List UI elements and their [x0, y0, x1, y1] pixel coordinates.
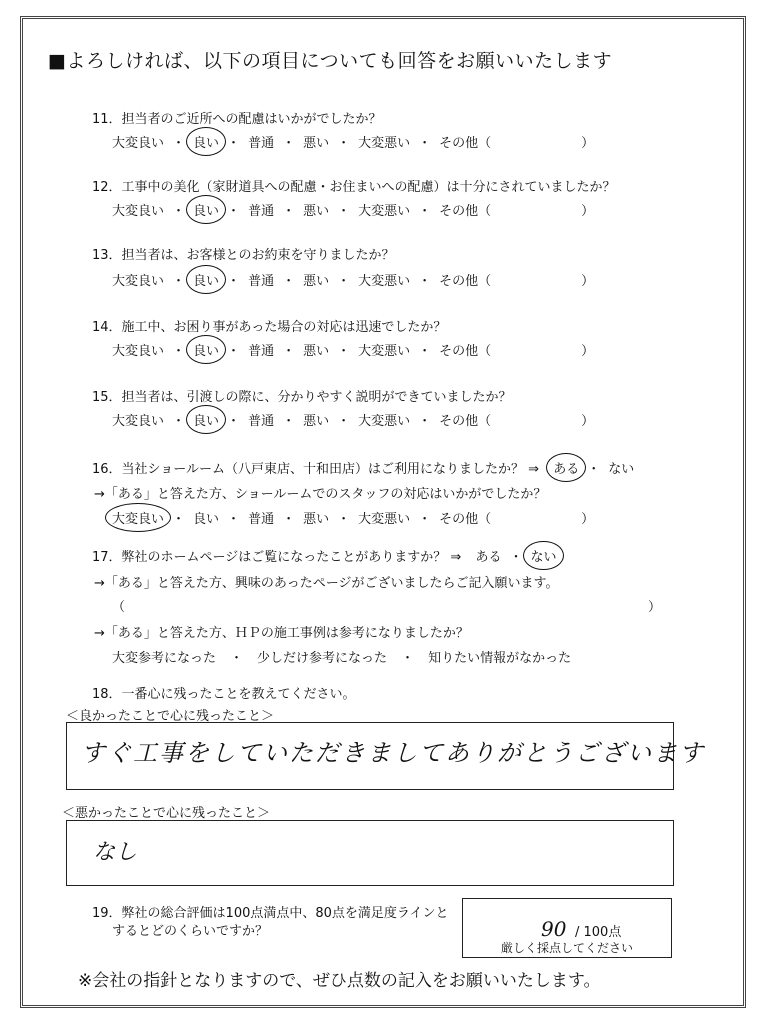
- good-memory-box[interactable]: [66, 722, 705, 790]
- option-bad[interactable]: 悪い: [303, 204, 330, 219]
- option-bad[interactable]: 悪い: [303, 274, 330, 289]
- question-14: 14．施工中、お困り事があった場合の対応は迅速でしたか？: [92, 320, 447, 335]
- option-very-good[interactable]: 大変良い: [112, 204, 165, 219]
- question-13-options: 大変良い ・ 良い ・ 普通 ・ 悪い ・ 大変悪い ・ その他（ ）: [112, 270, 594, 289]
- bad-memory-box[interactable]: [66, 820, 674, 886]
- option-other-close: ）: [581, 204, 595, 219]
- question-19-line1: 19．弊社の総合評価は100点満点中、80点を満足度ラインと: [92, 906, 449, 921]
- option-average[interactable]: 普通: [248, 136, 275, 151]
- question-17-sub2: →「ある」と答えた方、ＨＰの施工事例は参考になりましたか？: [94, 626, 469, 641]
- option-other-close: ）: [581, 274, 595, 289]
- question-16-options: 大変良い ・ 良い ・ 普通 ・ 悪い ・ 大変悪い ・ その他（ ）: [112, 508, 594, 527]
- bad-memory-label: ＜悪かったことで心に残ったこと＞: [62, 806, 271, 821]
- option-other-close: ）: [581, 414, 595, 429]
- question-16: 16．当社ショールーム（八戸東店、十和田店）はご利用になりましたか？ ⇒ ある ・ ない: [92, 458, 634, 477]
- option-other[interactable]: その他（: [439, 204, 492, 219]
- question-11-options: 大変良い ・ 良い ・ 普通 ・ 悪い ・ 大変悪い ・ その他（ ）: [112, 132, 594, 151]
- option-bad[interactable]: 悪い: [303, 136, 330, 151]
- option-good[interactable]: 良い: [193, 512, 220, 527]
- interest-paren-close: ）: [648, 600, 662, 615]
- option-other[interactable]: その他（: [439, 414, 492, 429]
- question-12: 12．工事中の美化（家財道具への配慮・お住まいへの配慮）は十分にされていましたか？: [92, 180, 616, 195]
- bad-memory-answer: なし: [93, 840, 138, 865]
- option-very-good[interactable]: 大変良い: [112, 414, 165, 429]
- question-15-options: 大変良い ・ 良い ・ 普通 ・ 悪い ・ 大変悪い ・ その他（ ）: [112, 410, 594, 429]
- option-good-selected[interactable]: 良い: [193, 200, 219, 219]
- score-note: 厳しく採点してください: [501, 941, 634, 955]
- homepage-yes[interactable]: ある: [475, 550, 502, 565]
- option-good-selected[interactable]: 良い: [193, 270, 219, 289]
- option-very-helpful[interactable]: 大変参考になった: [112, 651, 217, 666]
- showroom-no[interactable]: ない: [608, 462, 635, 477]
- question-17-sub1: →「ある」と答えた方、興味のあったページがございましたらご記入願います。: [94, 576, 559, 591]
- option-very-bad[interactable]: 大変悪い: [358, 414, 411, 429]
- option-very-bad[interactable]: 大変悪い: [358, 274, 411, 289]
- question-17-text: 17．弊社のホームページはご覧になったことがありますか？ ⇒: [92, 550, 462, 565]
- question-14-options: 大変良い ・ 良い ・ 普通 ・ 悪い ・ 大変悪い ・ その他（ ）: [112, 340, 594, 359]
- option-very-bad[interactable]: 大変悪い: [358, 204, 411, 219]
- survey-title: ■よろしければ、以下の項目についても回答をお願いいたします: [48, 50, 613, 72]
- option-very-bad[interactable]: 大変悪い: [358, 136, 411, 151]
- option-average[interactable]: 普通: [248, 274, 275, 289]
- option-other[interactable]: その他（: [439, 136, 492, 151]
- option-very-good[interactable]: 大変良い: [112, 274, 165, 289]
- question-16-text: 16．当社ショールーム（八戸東店、十和田店）はご利用になりましたか？ ⇒: [92, 462, 540, 477]
- option-average[interactable]: 普通: [248, 344, 275, 359]
- option-bad[interactable]: 悪い: [303, 344, 330, 359]
- option-other-close: ）: [581, 344, 595, 359]
- score-box[interactable]: [462, 898, 672, 958]
- question-17: 17．弊社のホームページはご覧になったことがありますか？ ⇒ ある ・ ない: [92, 546, 557, 565]
- question-17-options: 大変参考になった ・ 少しだけ参考になった ・ 知りたい情報がなかった: [112, 647, 571, 666]
- interest-paren-open: （: [112, 600, 126, 615]
- showroom-yes-selected[interactable]: ある: [553, 458, 579, 477]
- option-average[interactable]: 普通: [248, 414, 275, 429]
- footer-note: ※会社の指針となりますので、ぜひ点数の記入をお願いいたします。: [78, 971, 601, 991]
- option-other-close: ）: [581, 136, 595, 151]
- option-very-good[interactable]: 大変良い: [112, 344, 165, 359]
- option-average[interactable]: 普通: [248, 512, 275, 527]
- option-very-bad[interactable]: 大変悪い: [358, 344, 411, 359]
- question-11: 11．担当者のご近所への配慮はいかがでしたか？: [92, 112, 382, 127]
- option-good-selected[interactable]: 良い: [193, 132, 219, 151]
- score-value: 90: [541, 917, 567, 941]
- option-other[interactable]: その他（: [439, 274, 492, 289]
- question-15: 15．担当者は、引渡しの際に、分かりやすく説明ができていましたか？: [92, 390, 512, 405]
- option-good-selected[interactable]: 良い: [193, 410, 219, 429]
- option-very-good-selected[interactable]: 大変良い: [112, 508, 164, 527]
- question-16-sub: →「ある」と答えた方、ショールームでのスタッフの対応はいかがでしたか？: [94, 487, 547, 502]
- option-bad[interactable]: 悪い: [303, 414, 330, 429]
- option-very-bad[interactable]: 大変悪い: [358, 512, 411, 527]
- option-not-helpful[interactable]: 知りたい情報がなかった: [428, 651, 572, 666]
- question-18: 18．一番心に残ったことを教えてください。: [92, 687, 356, 702]
- option-good-selected[interactable]: 良い: [193, 340, 219, 359]
- good-memory-answer: すぐ工事をしていただきましてありがとうございます: [81, 739, 705, 767]
- question-19-line2: するとどのくらいですか？: [112, 924, 269, 939]
- option-other[interactable]: その他（: [439, 344, 492, 359]
- good-memory-label: ＜良かったことで心に残ったこと＞: [66, 709, 275, 724]
- question-13: 13．担当者は、お客様とのお約束を守りましたか？: [92, 248, 395, 263]
- option-very-good[interactable]: 大変良い: [112, 136, 165, 151]
- option-slightly-helpful[interactable]: 少しだけ参考になった: [257, 651, 388, 666]
- option-bad[interactable]: 悪い: [303, 512, 330, 527]
- question-12-options: 大変良い ・ 良い ・ 普通 ・ 悪い ・ 大変悪い ・ その他（ ）: [112, 200, 594, 219]
- option-other[interactable]: その他（: [439, 512, 492, 527]
- score-max: / 100点: [575, 925, 622, 940]
- homepage-no-selected[interactable]: ない: [530, 546, 556, 565]
- option-average[interactable]: 普通: [248, 204, 275, 219]
- option-other-close: ）: [581, 512, 595, 527]
